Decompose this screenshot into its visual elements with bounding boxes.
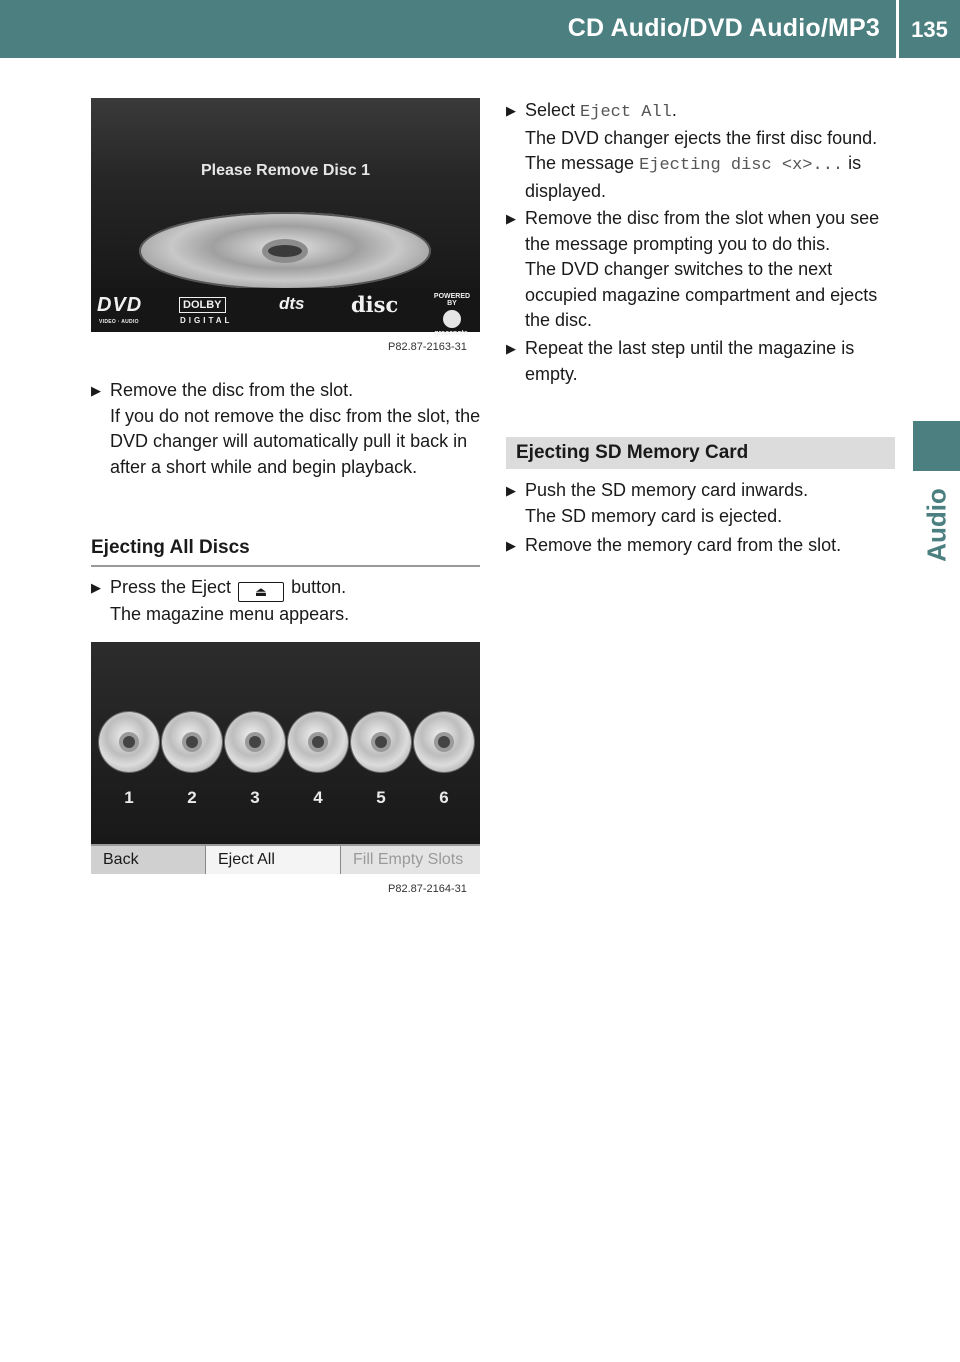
disc-slot-1-icon[interactable] xyxy=(99,712,159,772)
step-arrow-icon: ▶ xyxy=(91,383,101,398)
step-action: Repeat the last step until the magazine is empty. xyxy=(525,338,855,384)
step-arrow-icon: ▶ xyxy=(506,483,516,498)
step-select-eject-all xyxy=(506,98,900,204)
step-result: The magazine menu appears. xyxy=(110,604,350,624)
step-action: Remove the disc from the slot. xyxy=(110,380,354,400)
softkey-bar xyxy=(91,844,480,874)
step-remove-disc xyxy=(91,378,482,480)
step-arrow-icon: ▶ xyxy=(91,580,101,595)
disc-slot-5-icon[interactable] xyxy=(351,712,411,772)
step-arrow-icon: ▶ xyxy=(506,103,516,118)
page-number: 135 xyxy=(911,17,948,42)
step-action: Remove the memory card from the slot. xyxy=(525,535,842,555)
step-result: If you do not remove the disc from the slot, the DVD changer will automatically pull it back in after a short while and begin playback. xyxy=(110,405,481,477)
gracenote-logo: POWERED BY gracenote. xyxy=(433,293,471,337)
side-tab-label xyxy=(913,480,960,570)
dvd-logo-subtext: VIDEO · AUDIO xyxy=(99,319,139,325)
gracenote-icon xyxy=(443,310,461,328)
step-action: Press the Eject ⏏ button. xyxy=(110,575,482,602)
dvd-logo: DVD VIDEO · AUDIO xyxy=(97,294,143,325)
remove-disc-message: Please Remove Disc 1 xyxy=(201,162,370,179)
figure-2-label: P82.87-2164-31 xyxy=(388,883,467,895)
fill-empty-slots-button[interactable]: Fill Empty Slots xyxy=(341,846,480,874)
page-header xyxy=(0,0,960,58)
disc-number-6: 6 xyxy=(439,788,449,807)
disc-slot-6-icon[interactable] xyxy=(414,712,474,772)
disc-slot-4-icon[interactable] xyxy=(288,712,348,772)
subheading-ejecting-all-discs: Ejecting All Discs xyxy=(91,537,480,567)
step-action: Remove the disc from the slot when you see the message prompting you to do this. xyxy=(525,208,880,254)
step-action: Push the SD memory card inwards. xyxy=(525,480,809,500)
step-result: The DVD changer switches to the next occupied magazine compartment and ejects the disc. xyxy=(525,259,878,330)
section-heading-sd-card: Ejecting SD Memory Card xyxy=(506,437,895,469)
compact-disc-logo: disc xyxy=(351,292,399,317)
disc-number-1: 1 xyxy=(124,788,134,807)
side-tab-marker xyxy=(913,421,960,471)
disc-number-5: 5 xyxy=(376,788,386,807)
step-arrow-icon: ▶ xyxy=(506,211,516,226)
dolby-logo-subtext: DIGITAL xyxy=(180,316,233,325)
magazine-menu-screen xyxy=(91,642,480,874)
logo-bar xyxy=(91,288,480,337)
chapter-title: CD Audio/DVD Audio/MP3 xyxy=(567,14,880,42)
back-button[interactable]: Back xyxy=(91,846,205,874)
step-result: The SD memory card is ejected. xyxy=(525,505,783,526)
dts-logo: dts xyxy=(279,294,305,313)
disc-number-2: 2 xyxy=(187,788,197,807)
step-action: Select Eject All. xyxy=(525,100,677,122)
step-press-eject xyxy=(91,575,482,628)
step-push-sd-card xyxy=(506,478,900,529)
disc-number-4: 4 xyxy=(313,788,323,807)
disc-number-3: 3 xyxy=(250,788,260,807)
eject-all-button[interactable]: Eject All xyxy=(205,846,341,874)
figure-1-label: P82.87-2163-31 xyxy=(388,341,467,353)
eject-button-icon: ⏏ xyxy=(238,582,284,602)
ejecting-disc-message: Ejecting disc <x>... xyxy=(639,156,844,175)
remove-disc-screen xyxy=(91,98,480,337)
disc-slot-2-icon[interactable] xyxy=(162,712,222,772)
disc-slot-3-icon[interactable] xyxy=(225,712,285,772)
eject-all-menu-item: Eject All xyxy=(580,103,672,122)
disc-icon xyxy=(139,212,431,290)
step-remove-when-prompted xyxy=(506,206,900,334)
step-arrow-icon: ▶ xyxy=(506,341,516,356)
step-result: The DVD changer ejects the first disc found. The message Ejecting disc <x>... is displayed. xyxy=(525,127,878,201)
dolby-logo: DOLBY DIGITAL xyxy=(180,299,233,325)
step-remove-sd-card xyxy=(506,533,900,559)
step-arrow-icon: ▶ xyxy=(506,538,516,553)
step-repeat xyxy=(506,336,900,387)
side-tab-text: Audio xyxy=(921,488,951,562)
